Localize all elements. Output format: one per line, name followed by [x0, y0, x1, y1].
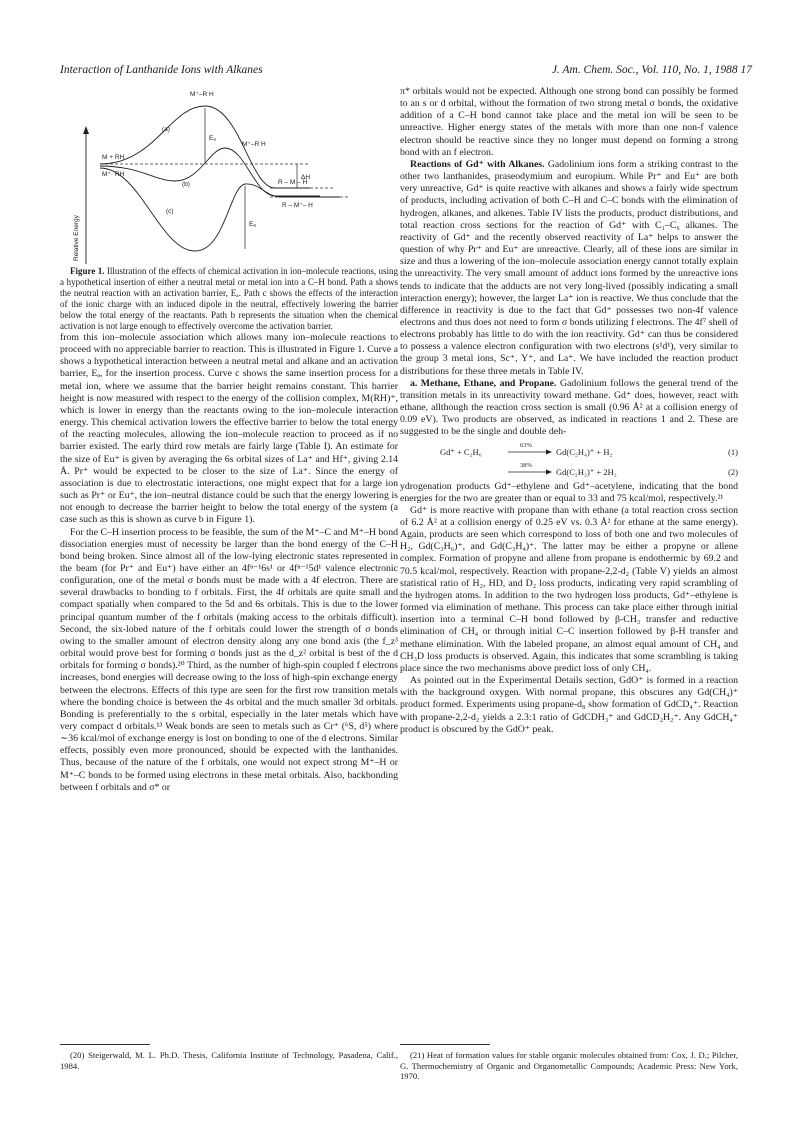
curve-b	[100, 148, 320, 196]
left-column	[60, 86, 398, 794]
running-title: Interaction of Lanthanide Ions with Alkanes	[60, 64, 263, 76]
caption-text: Illustration of the effects of chemical activation in ion–molecule reactions, using a hypothetical insertion of either a neutral metal or metal ion into a C–H bond. Path a shows the neutral reaction with an activation barrier, Eₐ. Path c shows the effects of the interaction of the ionic charge with an induced dipole in the neutral, effectively lowering the barrier below the total energy of the reactants. Path b represents the situation when the chemical activation is not large enough to effectively overcome the activation barrier.	[60, 266, 398, 331]
label-product-neutral: R – M – H	[278, 179, 308, 186]
footnote-left	[60, 1050, 398, 1071]
footnote-rule-left	[60, 1044, 150, 1045]
axis-arrowhead	[83, 126, 89, 134]
right-paragraph-4: As pointed out in the Experimental Details section, GdO⁺ is formed in a reaction with the background oxygen. With normal propane, this obscures any Gd(CH₄)⁺ product formed. Experiments using propane-d₈ show formation of GdCD₄⁺. Reaction with propane-2,2-d₂ yields a 2.3:1 ratio of GdCDH₃⁺ and GdCD₂H₂⁺. Any GdCH₄⁺ product is obscured by the GdO⁺ peak.	[400, 675, 738, 735]
reaction-2	[400, 461, 738, 479]
left-paragraph-2: For the C–H insertion process to be feasible, the sum of the M⁺–C and M⁺–H bond dissociation energies must of necessity be larger than the bond energy of the C–H bond being broken. Since almost all of the low-lying electronic states represented in the beam (for Pr⁺ and Eu⁺) have either an 4fⁿ⁻¹6s¹ or 4fⁿ⁻¹5d¹ valence electronic configuration, one of the metal σ bonds must be made with a 4f electron. There are several drawbacks to bonding to f orbitals. First, the 4f orbitals are quite small and compact spatially when compared to the 5d and 6s orbitals. This is due to the lower principal quantum number of the f orbitals (making access to the orbitals difficult). Second, the six-lobed nature of the f orbitals could lower the strength of σ bonds owing to the smaller amount of electron density along any one bond axis (the f_z³ orbital would prove best for forming σ bonds just as the d_z² orbital is best of the d orbitals for forming σ bonds).²⁰ Third, as the number of high-spin coupled f electrons increases, bond energies will decrease owing to the loss of high-spin exchange energy between the electrons. Effects of this type are seen for the first row transition metals where the bonding choice is between the 4s orbital and the much smaller 3d orbitals. Bonding is preferentially to the s orbital, especially in the later metals which have very compact d orbitals.¹³ Weak bonds are seen to metals such as Cr⁺ (⁶S, d⁵) where ∼36 kcal/mol of exchange energy is lost on bonding to one of the d electrons. Similar effects, possibly even more pronounced, should be expected with the lanthanides. Thus, because of the nature of the f orbitals, one would not expect strong M⁺–H or M⁺–C bonds to be formed using electrons in these metal orbitals. Also, backbonding between f orbitals and σ* or	[60, 526, 398, 793]
label-curve-b: (b)	[182, 181, 190, 188]
label-curve-a: (a)	[162, 126, 170, 133]
section-paragraph	[400, 159, 738, 378]
label-top-complex: M⁺–R H	[190, 91, 214, 98]
label-insertion-complex: M⁺–R H	[242, 141, 266, 148]
right-paragraph-3: Gd⁺ is more reactive with propane than with ethane (a total reaction cross section of 6.2 Å² at a collision energy of 0.25 eV vs. 0.3 Å² for ethane at the same energy). Again, products are seen which correspond to loss of both one and two molecules of H₂, Gd(C₃H₆)⁺, and Gd(C₃H₄)⁺. The latter may be either a propyne or allene complex. Formation of propyne and allene from propane is endothermic by 69.2 and 70.5 kcal/mol, respectively. Reaction with propane-2,2-d₂ (Table V) yields an almost statistical ratio of H₂, HD, and D₂ loss products, indicating very rapid scrambling of the hydrogen atoms. In addition to the two hydrogen loss products, Gd⁺–ethylene is formed via elimination of methane. This process can take place either through initial insertion into a terminal C–H bond followed by β-CH₃ transfer and reductive elimination of CH₄ or through initial C–C insertion followed by β-H transfer and methane elimination. With the labeled propane, an almost equal amount of CH₄ and CH₃D loss products is observed. Again, this indicates that some scrambling is taking place since the two mechanisms above predict loss of only CH₄.	[400, 504, 738, 674]
reaction-2-pct: 38%	[520, 461, 532, 469]
subsection-text: Gadolinium follows the general trend of the transition metals in its unreactivity toward methane. Gd⁺ does, however, react with ethane, allthough the reaction cross section is small (0.96 Å² at a collision energy of 0.09 eV). Two products are observed, as indicated in reactions 1 and 2. These are suggested to be the single and double deh-	[400, 377, 738, 438]
label-dh: ΔH	[301, 174, 311, 181]
right-paragraph-1: π* orbitals would not be expected. Although one strong bond can possibly be formed to an s or d orbital, without the formation of two strong metal σ bonds, the oxidative addition of a C–H bond cannot take place and the metal ion will be seen to be unreactive. Higher energy states of the metals with more than one non-f valence electron should be reactive since they no longer must depend on forming a strong bond with an f electron.	[400, 86, 738, 158]
energy-diagram	[60, 86, 398, 266]
section-text: Gadolinium ions form a striking contrast to the other two lanthanides, praseodymium and europium. While Pr⁺ and Eu⁺ are both very unreactive, Gd⁺ is quite reactive with alkanes and shows a fairly wide spectrum of products, including activation of both C–H and C–C bonds with the elimination of hydrogen, alkanes, and alkenes. Table IV lists the products, product distributions, and total reaction cross sections for the reaction of Gd⁺ with C₁–C₆ alkanes. The reactivity of Gd⁺ and the recently observed reactivity of La⁺ helps to answer the question of why Pr⁺ and Eu⁺ are unreactive. Clearly, all of these ions are similar in size and thus a lowering of the ion–molecule association energy cannot totally explain the unreactivity. The very small amount of adduct ions formed by the unreactive ions tends to indicate that the adducts are not very long-lived (possibly indicating a small interaction energy); however, the larger La⁺ ion is reactive. We thus conclude that the difference in reactivity is due to the fact that Gd⁺ possesses two non-4f valence electrons and thus does not need to form σ bonds utilizing f electrons. The 4f⁷ shell of electrons probably has little to do with the ion reactivity. Gd⁺ can thus be considered to possess a valence electron configuration with two electrons (s¹d¹), very similar to the group 3 metal ions, Sc⁺, Y⁺, and La⁺. We have included the reaction product distributions for these three metals in Table IV.	[400, 158, 738, 377]
y-axis-label: Relative Energy	[73, 215, 80, 261]
footnote-rule-right	[400, 1044, 490, 1045]
label-ea-bottom: Eₐ	[249, 221, 256, 228]
reaction-2-arrow	[508, 469, 552, 475]
reaction-2-number: (2)	[728, 466, 738, 477]
label-reactant-neutral: M + RH	[102, 154, 125, 161]
reaction-1-rhs: Gd(C₂H₄)⁺ + H₂	[556, 446, 613, 457]
reaction-1	[400, 441, 738, 459]
footnote-right	[400, 1050, 738, 1082]
caption-label: Figure 1.	[70, 266, 105, 276]
label-product-ion: R – M⁺– H	[282, 202, 313, 209]
reaction-1-number: (1)	[728, 446, 738, 457]
section-heading: Reactions of Gd⁺ with Alkanes.	[410, 158, 545, 170]
journal-citation: J. Am. Chem. Soc., Vol. 110, No. 1, 1988 17	[551, 64, 752, 76]
label-reactant-ion: M⁺· RH	[102, 171, 125, 178]
subsection-paragraph	[400, 378, 738, 439]
footnote-20: (20) Steigerwald, M. L. Ph.D. Thesis, California Institute of Technology, Pasadena, Calif., 1984.	[60, 1050, 398, 1071]
figure-1	[60, 86, 398, 266]
reaction-1-lhs: Gd⁺ + C₂H₆	[440, 446, 482, 457]
label-curve-c: (c)	[166, 208, 174, 215]
reaction-1-pct: 63%	[520, 441, 532, 449]
figure-caption	[60, 266, 398, 332]
left-paragraph-1: from this ion–molecule association which allows many ion–molecule reactions to proceed with no appreciable barrier to reaction. This is illustrated in Figure 1. Curve a shows a hypothetical interaction between a neutral metal and alkane and an activation barrier, Eₐ, for the insertion process. Curve c shows the same insertion process for a metal ion, where we assume that the barrier height remains constant. This barrier height is now measured with respect to the energy of the collision complex, M(RH)⁺, which is lower in energy than the reactants owing to the ion–molecule interaction energy. This chemical activation lowers the effective barrier to below the total energy of the reacting molecules, allowing the ion–molecule reaction to proceed as if no barrier existed. The early third row metals are fairly large (Table I). An estimate for the size of Eu⁺ is given by averaging the 6s orbital sizes of La⁺ and Hf⁺, giving 2.14 Å. Pr⁺ would be expected to be closer to the size of La⁺. Since the energy of association is due to electrostatic interactions, one might expect that for a large ion such as Pr⁺ or Eu⁺, the ion–neutral distance could be such that the energy lowering is not enough to decrease the barrier height to below the total energy of the system (a case such as this is shown as curve b in Figure 1).	[60, 332, 398, 526]
right-column	[400, 86, 738, 736]
reaction-2-rhs: Gd(C₂H₂)⁺ + 2H₂	[556, 466, 617, 477]
reaction-1-arrow	[508, 449, 552, 455]
label-ea-top: Eₐ	[209, 135, 216, 142]
subsection-heading: a. Methane, Ethane, and Propane.	[410, 377, 557, 389]
right-paragraph-2: ydrogenation products Gd⁺–ethylene and Gd⁺–acetylene, indicating that the bond energies for the two are greater than or equal to 33 and 75 kcal/mol, respectively.²¹	[400, 480, 738, 504]
footnote-21: (21) Heat of formation values for stable organic molecules obtained from: Cox, J. D.; Pilcher, G. Thermochemistry of Organic and Organometallic Compounds; Academic Press: New York, 1970.	[400, 1050, 738, 1081]
